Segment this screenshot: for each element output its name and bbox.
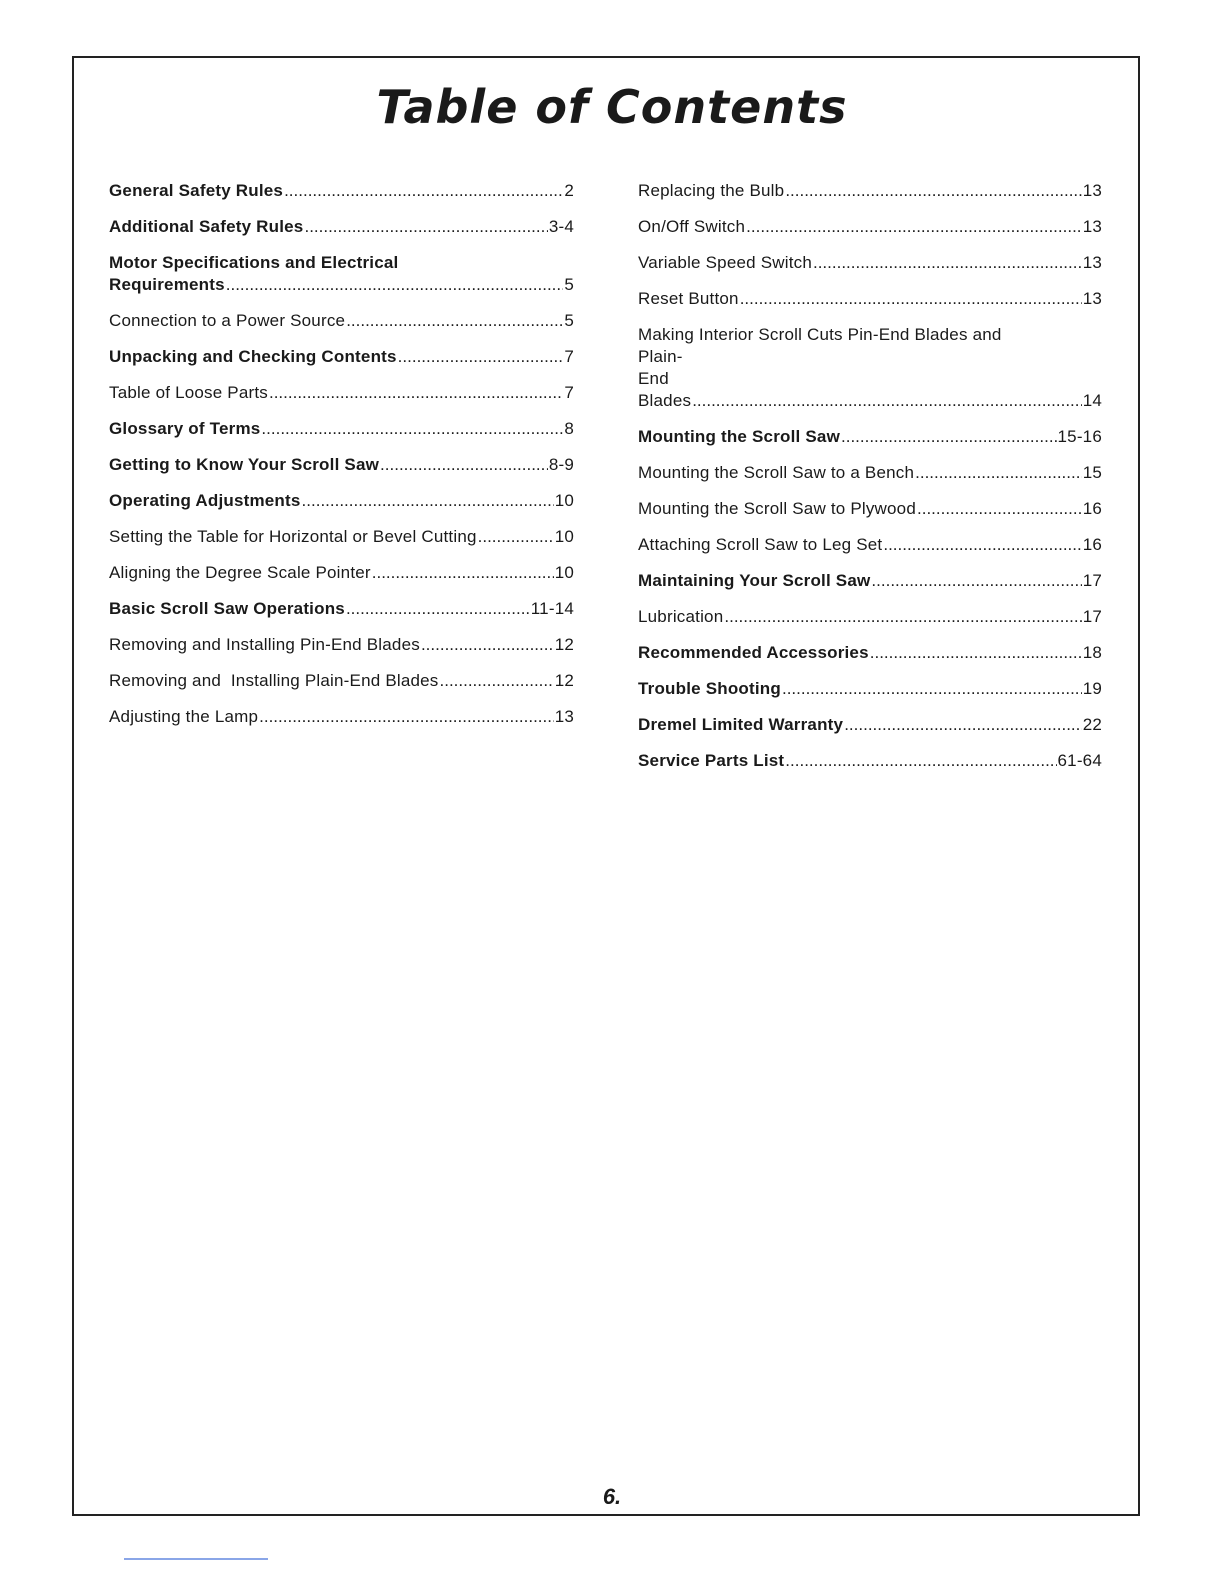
toc-entry-page: 15 <box>1082 463 1102 482</box>
toc-entry[interactable] <box>638 714 1102 736</box>
toc-entry-label: Adjusting the Lamp <box>109 707 259 726</box>
dot-leader <box>269 382 563 404</box>
toc-entry-label: Replacing the Bulb <box>638 181 785 200</box>
toc-entry-label: Mounting the Scroll Saw to Plywood <box>638 499 916 518</box>
dot-leader <box>883 534 1081 556</box>
toc-entry-page: 13 <box>1082 181 1102 200</box>
toc-entry[interactable] <box>638 324 1102 412</box>
toc-entry-label: Lubrication <box>638 607 724 626</box>
toc-entry[interactable] <box>109 454 574 476</box>
toc-entry[interactable] <box>638 462 1102 484</box>
dot-leader <box>746 216 1082 238</box>
toc-entry-label: Removing and Installing Plain-End Blades <box>109 671 439 690</box>
toc-entry-label: Aligning the Degree Scale Pointer <box>109 563 371 582</box>
dot-leader <box>226 274 564 296</box>
toc-entry-page: 10 <box>554 527 574 546</box>
dot-leader <box>785 750 1056 772</box>
toc-entry-label: General Safety Rules <box>109 181 284 200</box>
toc-entry-page: 11-14 <box>530 599 574 618</box>
dot-leader <box>782 678 1082 700</box>
toc-entry-label: Glossary of Terms <box>109 419 261 438</box>
toc-right-column <box>638 180 1102 786</box>
toc-entry-page: 15-16 <box>1057 427 1102 446</box>
toc-entry-page: 13 <box>1082 253 1102 272</box>
toc-entry-page: 22 <box>1082 715 1102 734</box>
toc-left-column <box>109 180 574 742</box>
toc-entry[interactable] <box>109 634 574 656</box>
toc-entry-page: 12 <box>554 671 574 690</box>
dot-leader <box>871 570 1081 592</box>
toc-entry[interactable] <box>638 426 1102 448</box>
toc-entry[interactable] <box>638 678 1102 700</box>
toc-entry[interactable] <box>109 706 574 728</box>
toc-entry[interactable] <box>109 252 574 296</box>
dot-leader <box>813 252 1082 274</box>
dot-leader <box>917 498 1082 520</box>
toc-entry[interactable] <box>109 310 574 332</box>
toc-entry-label: On/Off Switch <box>638 217 746 236</box>
dot-leader <box>302 490 554 512</box>
toc-entry-label: Setting the Table for Horizontal or Bevel Cutting <box>109 527 477 546</box>
toc-entry-label-line1: Making Interior Scroll Cuts Pin-End Blades and <box>638 325 1002 344</box>
toc-entry-page: 13 <box>1082 217 1102 236</box>
toc-entry-label-line1: Motor Specifications and Electrical <box>109 253 399 272</box>
toc-entry-label-line2: Plain-End Blades <box>638 347 692 410</box>
toc-entry-page: 18 <box>1082 643 1102 662</box>
toc-entry-label: Trouble Shooting <box>638 679 781 698</box>
toc-entry[interactable] <box>638 534 1102 556</box>
toc-entry[interactable] <box>638 750 1102 772</box>
dot-leader <box>346 598 530 620</box>
toc-entry-label: Removing and Installing Pin-End Blades <box>109 635 420 654</box>
dot-leader <box>380 454 548 476</box>
dot-leader <box>724 606 1081 628</box>
toc-entry-page: 2 <box>564 181 574 200</box>
toc-entry-label: Basic Scroll Saw Operations <box>109 599 345 618</box>
toc-entry-page: 13 <box>554 707 574 726</box>
dot-leader <box>870 642 1082 664</box>
dot-leader <box>304 216 547 238</box>
toc-entry-label: Additional Safety Rules <box>109 217 304 236</box>
toc-entry-page: 7 <box>564 347 574 366</box>
toc-entry[interactable] <box>109 526 574 548</box>
dot-leader <box>785 180 1081 202</box>
toc-entry[interactable] <box>109 418 574 440</box>
toc-entry-label: Connection to a Power Source <box>109 311 346 330</box>
toc-entry[interactable] <box>109 216 574 238</box>
dot-leader <box>844 714 1081 736</box>
toc-entry-page: 8 <box>564 419 574 438</box>
dot-leader <box>259 706 554 728</box>
toc-entry[interactable] <box>638 216 1102 238</box>
toc-entry-label: Maintaining Your Scroll Saw <box>638 571 871 590</box>
toc-entry-label: Mounting the Scroll Saw to a Bench <box>638 463 915 482</box>
toc-entry-page: 13 <box>1082 289 1102 308</box>
page-title: Table of Contents <box>376 80 848 134</box>
toc-entry[interactable] <box>109 346 574 368</box>
toc-entry-page: 16 <box>1082 535 1102 554</box>
dot-leader <box>841 426 1057 448</box>
dot-leader <box>440 670 554 692</box>
toc-entry-page: 8-9 <box>548 455 574 474</box>
toc-entry[interactable] <box>638 180 1102 202</box>
toc-entry-page: 14 <box>1082 391 1102 410</box>
toc-entry-page: 5 <box>564 275 574 294</box>
dot-leader <box>372 562 554 584</box>
dot-leader <box>692 390 1082 412</box>
toc-entry[interactable] <box>638 570 1102 592</box>
toc-entry-page: 17 <box>1082 607 1102 626</box>
toc-entry-page: 7 <box>564 383 574 402</box>
toc-entry[interactable] <box>109 598 574 620</box>
dot-leader <box>284 180 563 202</box>
dot-leader <box>346 310 563 332</box>
toc-entry[interactable] <box>109 562 574 584</box>
toc-entry[interactable] <box>638 606 1102 628</box>
toc-entry[interactable] <box>109 490 574 512</box>
dot-leader <box>915 462 1082 484</box>
page-number: 6. <box>602 1484 622 1509</box>
toc-entry-page: 10 <box>554 563 574 582</box>
toc-entry-page: 12 <box>554 635 574 654</box>
dot-leader <box>421 634 554 656</box>
toc-entry-page: 61-64 <box>1057 751 1102 770</box>
dot-leader <box>740 288 1082 310</box>
toc-entry-page: 17 <box>1082 571 1102 590</box>
toc-entry-label-line2: Requirements <box>109 275 225 294</box>
scan-artifact-line <box>124 1558 268 1560</box>
toc-entry-label: Table of Loose Parts <box>109 383 268 402</box>
dot-leader <box>261 418 563 440</box>
toc-entry-page: 10 <box>554 491 574 510</box>
toc-entry-label: Getting to Know Your Scroll Saw <box>109 455 380 474</box>
dot-leader <box>478 526 554 548</box>
toc-entry[interactable] <box>638 252 1102 274</box>
toc-entry[interactable] <box>638 288 1102 310</box>
toc-entry-label: Operating Adjustments <box>109 491 301 510</box>
toc-entry-label: Recommended Accessories <box>638 643 869 662</box>
toc-entry-label: Service Parts List <box>638 751 785 770</box>
toc-entry-label: Reset Button <box>638 289 739 308</box>
toc-entry-page: 5 <box>564 311 574 330</box>
toc-entry[interactable] <box>109 382 574 404</box>
toc-entry-page: 3-4 <box>548 217 574 236</box>
dot-leader <box>398 346 564 368</box>
toc-entry-page: 19 <box>1082 679 1102 698</box>
toc-entry-page: 16 <box>1082 499 1102 518</box>
toc-entry[interactable] <box>638 498 1102 520</box>
toc-entry-label: Mounting the Scroll Saw <box>638 427 840 446</box>
toc-entry[interactable] <box>638 642 1102 664</box>
toc-entry-label: Dremel Limited Warranty <box>638 715 844 734</box>
toc-entry-label: Attaching Scroll Saw to Leg Set <box>638 535 883 554</box>
toc-entry[interactable] <box>109 180 574 202</box>
toc-entry[interactable] <box>109 670 574 692</box>
toc-entry-label: Variable Speed Switch <box>638 253 812 272</box>
toc-entry-label: Unpacking and Checking Contents <box>109 347 397 366</box>
